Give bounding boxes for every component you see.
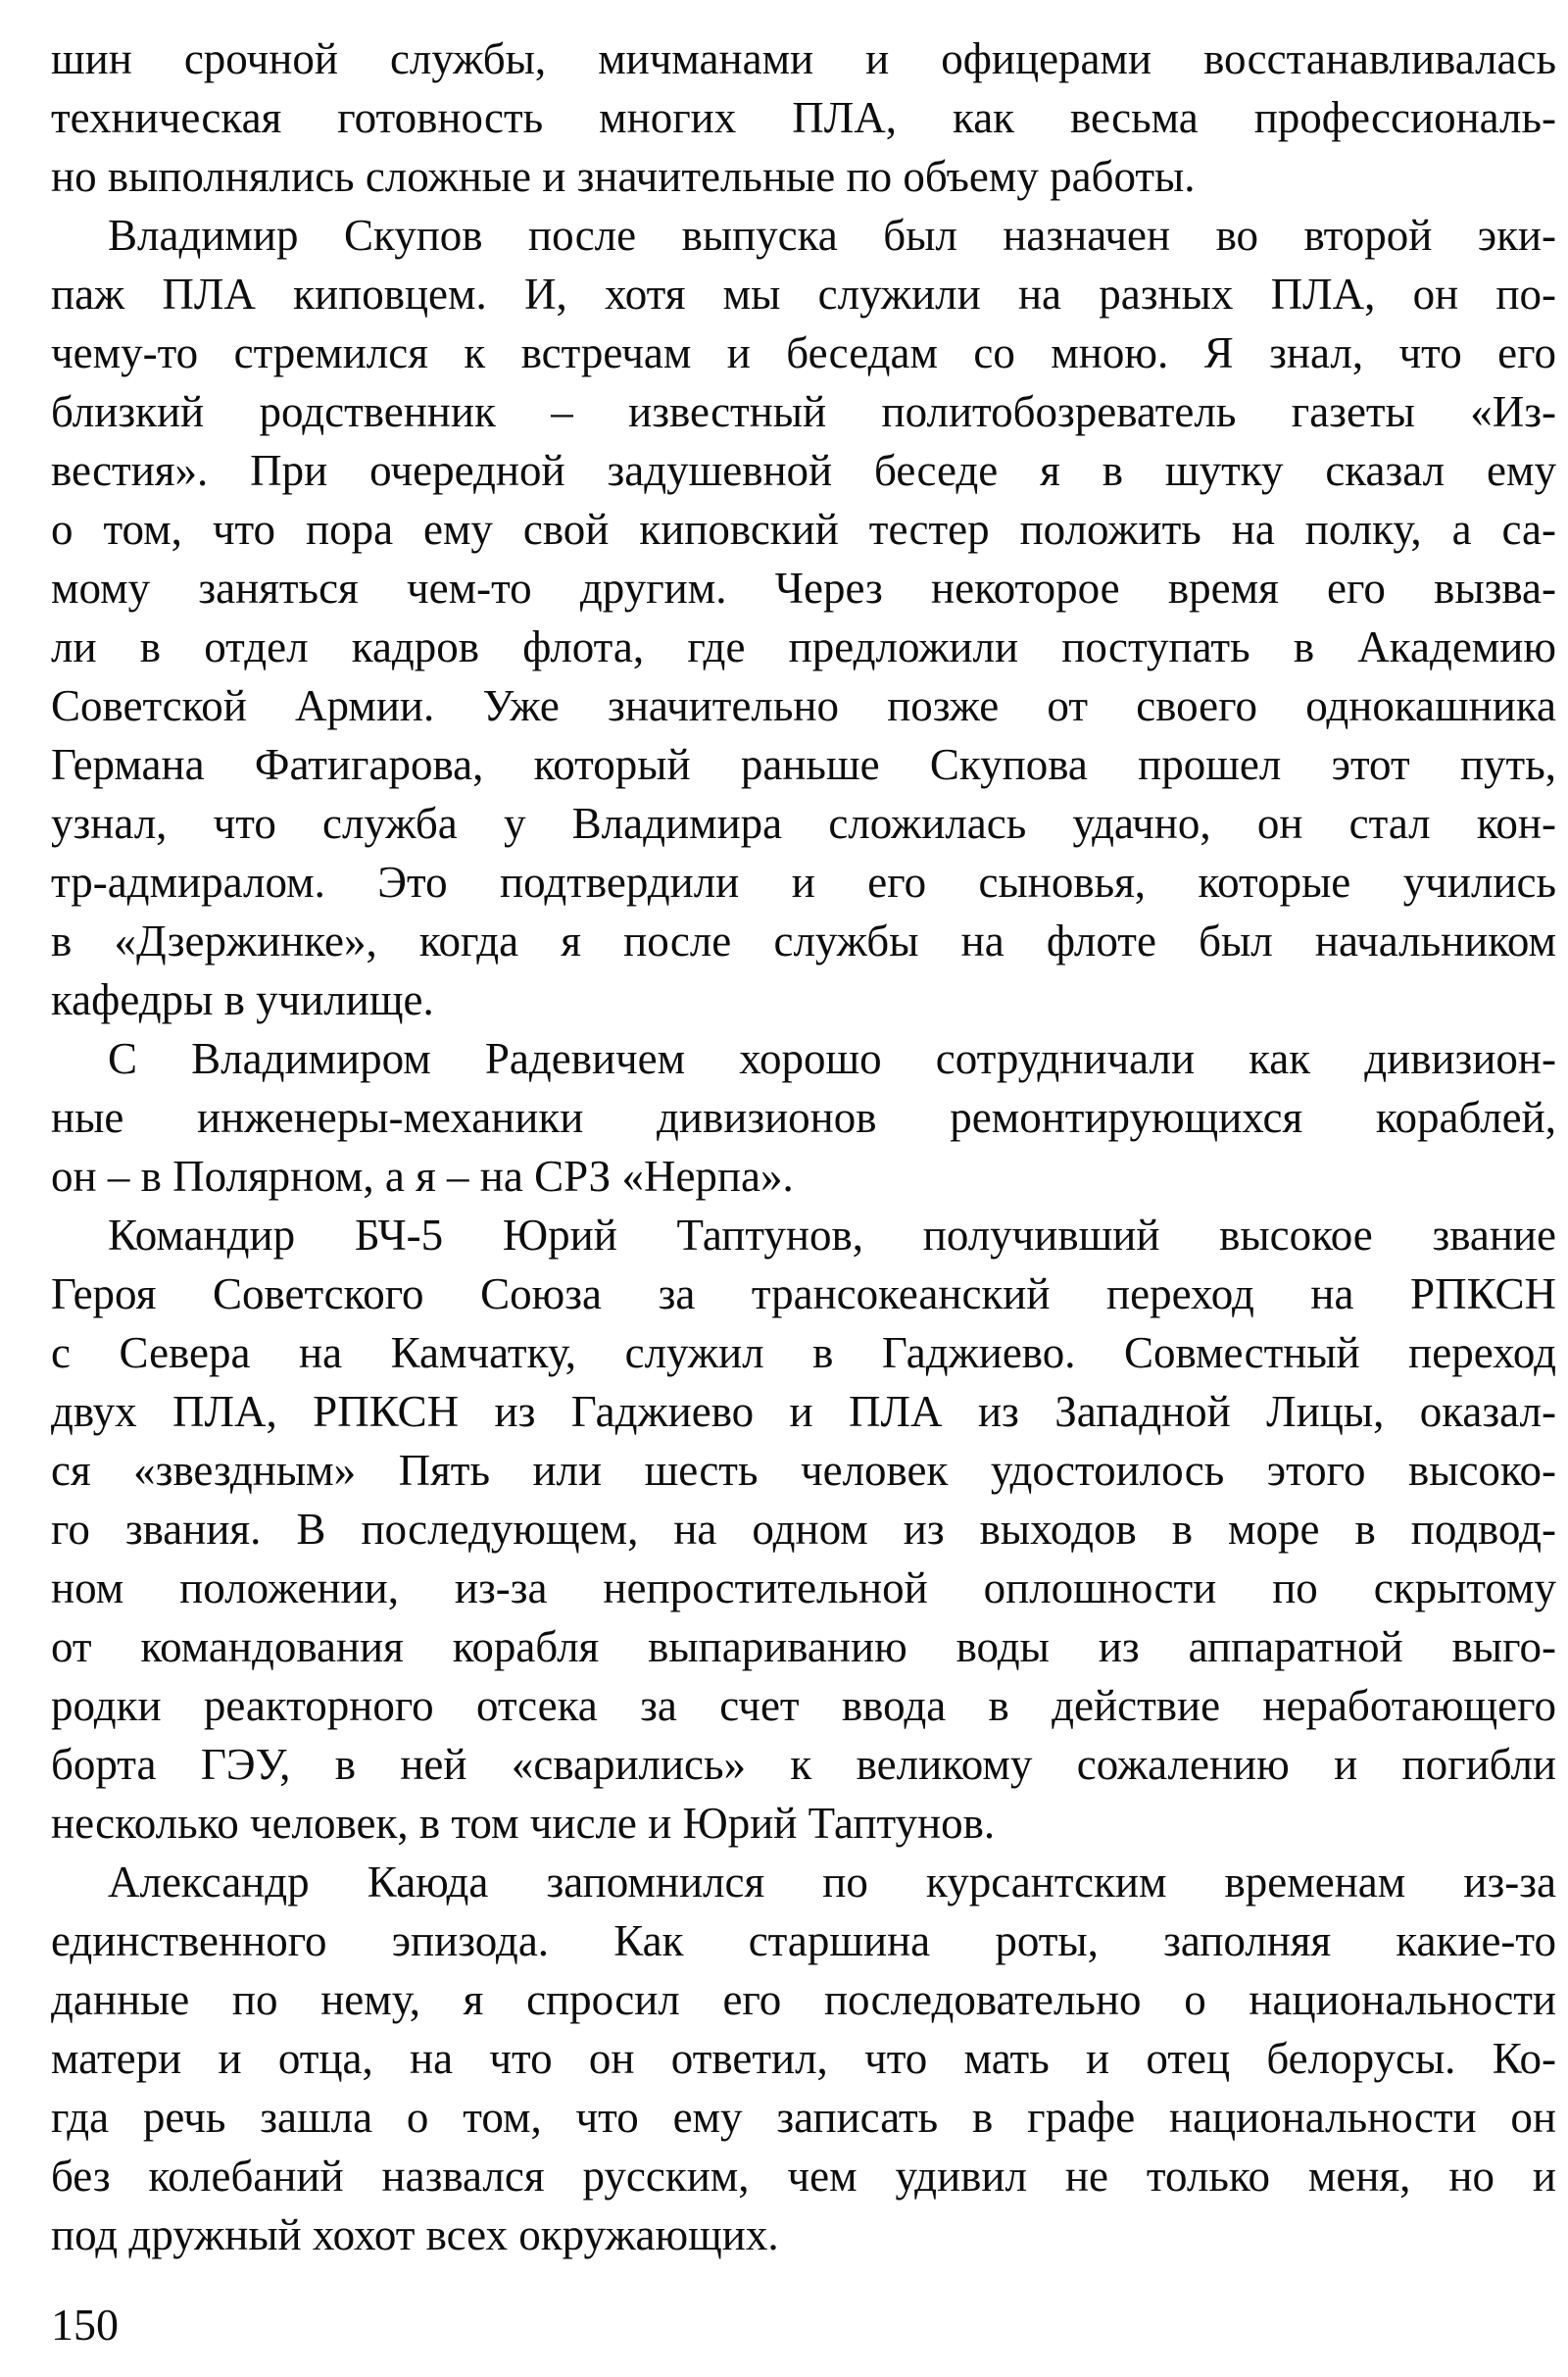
text-line-content: Германа Фатигарова, который раньше Скупова прошел этот путь,: [51, 740, 1556, 789]
text-line: [51, 853, 1556, 912]
text-line-content: без колебаний назвался русским, чем удивил не только меня, но и: [51, 2152, 1556, 2201]
text-line-content: узнал, что служба у Владимира сложилась удачно, он стал кон-: [51, 799, 1556, 848]
text-line-content: он – в Полярном, а я – на СРЗ «Нерпа».: [51, 1152, 794, 1201]
page-number: 150: [51, 2300, 119, 2350]
text-line-content: шин срочной службы, мичманами и офицерами восстанавливалась: [51, 34, 1556, 83]
text-line: [51, 1559, 1556, 1617]
text-line-content: чему-то стремился к встречам и беседам со мною. Я знал, что его: [51, 328, 1556, 377]
text-line-content: Владимир Скупов после выпуска был назначен во второй эки-: [108, 211, 1556, 260]
text-line-content: техническая готовность многих ПЛА, как весьма профессиональ-: [51, 93, 1556, 142]
text-line-content: ном положении, из-за непростительной оплошности по скрытому: [51, 1563, 1556, 1612]
text-line-content: тр-адмиралом. Это подтвердили и его сыновья, которые учились: [51, 858, 1556, 907]
text-line-content: Героя Советского Союза за трансокеанский переход на РПКСН: [51, 1269, 1556, 1318]
text-line: [51, 1970, 1556, 2029]
text-line: [51, 735, 1556, 794]
text-line-content: Александр Каюда запомнился по курсантским временам из-за: [108, 1857, 1556, 1907]
text-line: [51, 1206, 1556, 1264]
text-line-content: матери и отца, на что он ответил, что мать и отец белорусы. Ко-: [51, 2034, 1556, 2083]
text-line: [51, 1911, 1556, 1970]
text-line-content: близкий родственник – известный политобозреватель газеты «Из-: [51, 387, 1556, 436]
text-line-content: кафедры в училище.: [51, 975, 434, 1024]
text-line: [51, 1264, 1556, 1323]
text-line: [51, 2029, 1556, 2088]
text-line: [51, 1323, 1556, 1382]
text-line: [51, 382, 1556, 441]
text-line: [51, 441, 1556, 500]
text-line: [51, 1794, 1556, 1853]
text-line-content: в «Дзержинке», когда я после службы на флоте был начальником: [51, 916, 1556, 966]
text-line-content: от командования корабля выпариванию воды из аппаратной выго-: [51, 1622, 1556, 1671]
text-line: [51, 676, 1556, 735]
text-line: [51, 794, 1556, 853]
text-line: [51, 1853, 1556, 1911]
text-line: [51, 1088, 1556, 1147]
text-line: [51, 1735, 1556, 1794]
text-line: [51, 88, 1556, 147]
text-line: [51, 2147, 1556, 2205]
text-line-content: с Севера на Камчатку, служил в Гаджиево. Совместный переход: [51, 1328, 1556, 1377]
text-line-content: несколько человек, в том числе и Юрий Таптунов.: [51, 1799, 996, 1848]
text-line: [51, 1147, 1556, 1206]
text-line-content: ли в отдел кадров флота, где предложили поступать в Академию: [51, 622, 1556, 671]
text-line-content: двух ПЛА, РПКСН из Гаджиево и ПЛА из Западной Лицы, оказал-: [51, 1387, 1556, 1436]
text-line-content: о том, что пора ему свой киповский тестер положить на полку, а са-: [51, 505, 1556, 554]
text-line: [51, 1441, 1556, 1500]
text-line-content: но выполнялись сложные и значительные по объему работы.: [51, 152, 1196, 201]
text-line: [51, 206, 1556, 265]
text-line-content: С Владимиром Радевичем хорошо сотрудничали как дивизион-: [108, 1034, 1556, 1083]
text-line: [51, 1029, 1556, 1088]
text-line-content: единственного эпизода. Как старшина роты, заполняя какие-то: [51, 1916, 1556, 1965]
text-line: [51, 1382, 1556, 1441]
text-line: [51, 147, 1556, 206]
text-line-content: вестия». При очередной задушевной беседе я в шутку сказал ему: [51, 446, 1556, 495]
text-line: [51, 1676, 1556, 1735]
text-line: [51, 29, 1556, 88]
text-line-content: ся «звездным» Пять или шесть человек удостоилось этого высоко-: [51, 1446, 1556, 1495]
text-line-content: Советской Армии. Уже значительно позже от своего однокашника: [51, 681, 1556, 730]
text-line: [51, 2088, 1556, 2147]
text-line: [51, 912, 1556, 970]
text-line: [51, 323, 1556, 382]
text-line-content: го звания. В последующем, на одном из выходов в море в подвод-: [51, 1505, 1556, 1554]
text-line-content: под дружный хохот всех окружающих.: [51, 2210, 779, 2259]
text-line-content: мому заняться чем-то другим. Через некоторое время его вызва-: [51, 564, 1556, 613]
text-line: [51, 559, 1556, 618]
text-line: [51, 618, 1556, 676]
text-line-content: Командир БЧ-5 Юрий Таптунов, получивший высокое звание: [108, 1211, 1556, 1260]
text-line-content: борта ГЭУ, в ней «сварились» к великому сожалению и погибли: [51, 1740, 1556, 1789]
text-line-content: гда речь зашла о том, что ему записать в графе национальности он: [51, 2093, 1556, 2142]
text-line-content: паж ПЛА киповцем. И, хотя мы служили на разных ПЛА, он по-: [51, 270, 1556, 319]
text-line: [51, 1500, 1556, 1559]
text-line-content: ные инженеры-механики дивизионов ремонтирующихся кораблей,: [51, 1093, 1556, 1142]
text-line-content: родки реакторного отсека за счет ввода в действие неработающего: [51, 1681, 1556, 1730]
text-line: [51, 970, 1556, 1029]
text-line-content: данные по нему, я спросил его последовательно о национальности: [51, 1975, 1556, 2024]
text-line: [51, 500, 1556, 559]
text-line: [51, 1617, 1556, 1676]
body-text: [51, 29, 1556, 2264]
text-line: [51, 265, 1556, 323]
text-line: [51, 2205, 1556, 2264]
